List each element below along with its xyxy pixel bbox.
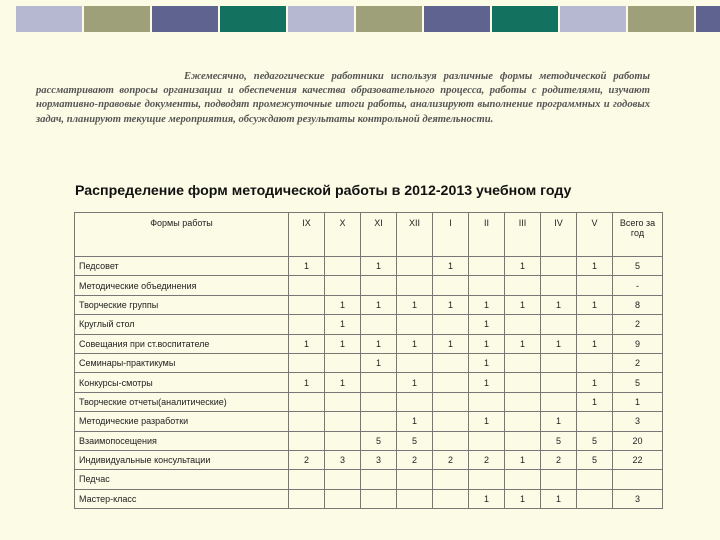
month-cell bbox=[325, 257, 361, 276]
month-cell: 2 bbox=[289, 450, 325, 469]
month-cell bbox=[397, 470, 433, 489]
month-cell: 1 bbox=[577, 392, 613, 411]
month-cell: 1 bbox=[433, 257, 469, 276]
month-cell bbox=[469, 257, 505, 276]
month-cell: 1 bbox=[361, 334, 397, 353]
table-header-row bbox=[75, 213, 663, 257]
month-cell bbox=[325, 392, 361, 411]
total-cell: 5 bbox=[613, 257, 663, 276]
month-cell bbox=[469, 392, 505, 411]
month-cell: 1 bbox=[325, 315, 361, 334]
table-row bbox=[75, 315, 663, 334]
row-name: Мастер-класс bbox=[75, 489, 289, 508]
month-cell: 1 bbox=[469, 315, 505, 334]
table-row bbox=[75, 295, 663, 314]
month-cell bbox=[577, 315, 613, 334]
header-month: XI bbox=[361, 213, 397, 257]
month-cell: 1 bbox=[577, 295, 613, 314]
total-cell: 3 bbox=[613, 489, 663, 508]
month-cell: 1 bbox=[469, 295, 505, 314]
month-cell: 1 bbox=[469, 489, 505, 508]
month-cell: 1 bbox=[541, 489, 577, 508]
color-block bbox=[628, 6, 694, 32]
month-cell: 1 bbox=[505, 334, 541, 353]
month-cell: 1 bbox=[325, 295, 361, 314]
table-row bbox=[75, 257, 663, 276]
month-cell bbox=[433, 392, 469, 411]
header-month: V bbox=[577, 213, 613, 257]
month-cell bbox=[397, 257, 433, 276]
header-month: III bbox=[505, 213, 541, 257]
total-cell: 8 bbox=[613, 295, 663, 314]
total-cell: 3 bbox=[613, 412, 663, 431]
month-cell: 1 bbox=[397, 412, 433, 431]
row-name: Индивидуальные консультации bbox=[75, 450, 289, 469]
month-cell: 1 bbox=[469, 334, 505, 353]
total-cell: 2 bbox=[613, 315, 663, 334]
month-cell bbox=[433, 315, 469, 334]
month-cell bbox=[433, 412, 469, 431]
month-cell bbox=[505, 431, 541, 450]
month-cell bbox=[325, 470, 361, 489]
month-cell: 1 bbox=[577, 334, 613, 353]
row-name: Совещания при ст.воспитателе bbox=[75, 334, 289, 353]
month-cell bbox=[577, 412, 613, 431]
row-name: Педчас bbox=[75, 470, 289, 489]
total-cell: 9 bbox=[613, 334, 663, 353]
month-cell bbox=[469, 431, 505, 450]
month-cell bbox=[397, 392, 433, 411]
month-cell bbox=[361, 373, 397, 392]
total-cell: 20 bbox=[613, 431, 663, 450]
month-cell: 5 bbox=[577, 431, 613, 450]
color-block bbox=[220, 6, 286, 32]
header-month: X bbox=[325, 213, 361, 257]
month-cell bbox=[541, 353, 577, 372]
table-row bbox=[75, 276, 663, 295]
table-row bbox=[75, 412, 663, 431]
month-cell bbox=[505, 392, 541, 411]
month-cell: 1 bbox=[577, 373, 613, 392]
month-cell bbox=[433, 489, 469, 508]
table-title: Распределение форм методической работы в 2012-2013 учебном году bbox=[75, 183, 572, 199]
month-cell bbox=[505, 276, 541, 295]
month-cell: 1 bbox=[289, 373, 325, 392]
color-block bbox=[356, 6, 422, 32]
color-block bbox=[84, 6, 150, 32]
month-cell: 1 bbox=[505, 489, 541, 508]
month-cell bbox=[289, 295, 325, 314]
month-cell: 2 bbox=[541, 450, 577, 469]
month-cell bbox=[505, 353, 541, 372]
month-cell bbox=[577, 489, 613, 508]
month-cell: 5 bbox=[361, 431, 397, 450]
month-cell bbox=[325, 276, 361, 295]
month-cell bbox=[433, 431, 469, 450]
month-cell bbox=[505, 315, 541, 334]
month-cell: 1 bbox=[541, 412, 577, 431]
month-cell bbox=[541, 470, 577, 489]
month-cell bbox=[325, 431, 361, 450]
month-cell bbox=[505, 412, 541, 431]
color-block bbox=[16, 6, 82, 32]
row-name: Творческие отчеты(аналитические) bbox=[75, 392, 289, 411]
month-cell: 1 bbox=[433, 334, 469, 353]
color-block bbox=[696, 6, 720, 32]
month-cell bbox=[541, 276, 577, 295]
month-cell bbox=[433, 470, 469, 489]
month-cell bbox=[505, 373, 541, 392]
month-cell: 1 bbox=[505, 257, 541, 276]
month-cell: 1 bbox=[577, 257, 613, 276]
month-cell bbox=[541, 392, 577, 411]
month-cell: 1 bbox=[361, 257, 397, 276]
month-cell bbox=[577, 276, 613, 295]
month-cell: 1 bbox=[505, 295, 541, 314]
total-cell: 22 bbox=[613, 450, 663, 469]
month-cell: 1 bbox=[505, 450, 541, 469]
total-cell: - bbox=[613, 276, 663, 295]
header-month: I bbox=[433, 213, 469, 257]
row-name: Методические разработки bbox=[75, 412, 289, 431]
month-cell bbox=[505, 470, 541, 489]
month-cell: 1 bbox=[289, 334, 325, 353]
month-cell bbox=[541, 315, 577, 334]
month-cell: 2 bbox=[397, 450, 433, 469]
month-cell: 1 bbox=[325, 334, 361, 353]
month-cell bbox=[289, 276, 325, 295]
row-name: Круглый стол bbox=[75, 315, 289, 334]
month-cell bbox=[433, 353, 469, 372]
intro-paragraph bbox=[36, 70, 650, 127]
row-name: Методические объединения bbox=[75, 276, 289, 295]
decorative-color-bar bbox=[16, 6, 720, 32]
month-cell bbox=[289, 392, 325, 411]
month-cell bbox=[577, 353, 613, 372]
table-row bbox=[75, 334, 663, 353]
color-block bbox=[424, 6, 490, 32]
header-month: XII bbox=[397, 213, 433, 257]
month-cell bbox=[397, 276, 433, 295]
month-cell bbox=[289, 431, 325, 450]
month-cell bbox=[469, 276, 505, 295]
month-cell bbox=[361, 470, 397, 489]
month-cell bbox=[541, 373, 577, 392]
header-forms: Формы работы bbox=[75, 213, 289, 257]
month-cell: 1 bbox=[541, 334, 577, 353]
month-cell bbox=[397, 315, 433, 334]
table-row bbox=[75, 470, 663, 489]
month-cell bbox=[469, 470, 505, 489]
month-cell bbox=[289, 470, 325, 489]
header-total: Всего за год bbox=[613, 213, 663, 257]
total-cell: 5 bbox=[613, 373, 663, 392]
total-cell bbox=[613, 470, 663, 489]
month-cell: 2 bbox=[433, 450, 469, 469]
table-row bbox=[75, 431, 663, 450]
month-cell bbox=[541, 257, 577, 276]
month-cell: 5 bbox=[397, 431, 433, 450]
month-cell: 1 bbox=[397, 373, 433, 392]
color-block bbox=[560, 6, 626, 32]
table-row bbox=[75, 373, 663, 392]
total-cell: 2 bbox=[613, 353, 663, 372]
header-month: IV bbox=[541, 213, 577, 257]
table-row bbox=[75, 353, 663, 372]
month-cell: 1 bbox=[325, 373, 361, 392]
month-cell bbox=[325, 353, 361, 372]
table-row bbox=[75, 450, 663, 469]
color-block bbox=[288, 6, 354, 32]
month-cell bbox=[361, 315, 397, 334]
month-cell: 1 bbox=[433, 295, 469, 314]
month-cell bbox=[325, 489, 361, 508]
month-cell bbox=[289, 489, 325, 508]
table-row bbox=[75, 392, 663, 411]
color-block bbox=[152, 6, 218, 32]
month-cell bbox=[325, 412, 361, 431]
row-name: Педсовет bbox=[75, 257, 289, 276]
month-cell: 1 bbox=[469, 373, 505, 392]
total-cell: 1 bbox=[613, 392, 663, 411]
month-cell bbox=[289, 412, 325, 431]
month-cell bbox=[361, 276, 397, 295]
month-cell bbox=[361, 489, 397, 508]
month-cell: 3 bbox=[325, 450, 361, 469]
month-cell: 1 bbox=[289, 257, 325, 276]
color-block bbox=[492, 6, 558, 32]
header-month: II bbox=[469, 213, 505, 257]
methodical-work-table bbox=[74, 212, 663, 509]
month-cell: 1 bbox=[397, 334, 433, 353]
month-cell: 3 bbox=[361, 450, 397, 469]
month-cell: 5 bbox=[577, 450, 613, 469]
month-cell bbox=[433, 373, 469, 392]
row-name: Семинары-практикумы bbox=[75, 353, 289, 372]
row-name: Конкурсы-смотры bbox=[75, 373, 289, 392]
table-row bbox=[75, 489, 663, 508]
row-name: Взаимопосещения bbox=[75, 431, 289, 450]
month-cell bbox=[397, 353, 433, 372]
month-cell: 1 bbox=[361, 295, 397, 314]
intro-text: Ежемесячно, педагогические работники используя различные формы методической работы рассматривают вопросы организации и обеспечения качества образовательного процесса, работы с родителями, изучают нормативно-правовые документы, подводят промежуточные итоги работы, анализируют выполнение программных и годовых задач, планируют текущие мероприятия, обсуждают результаты контрольной деятельности. bbox=[36, 71, 650, 125]
month-cell: 1 bbox=[469, 412, 505, 431]
month-cell: 1 bbox=[541, 295, 577, 314]
month-cell bbox=[361, 392, 397, 411]
month-cell: 5 bbox=[541, 431, 577, 450]
month-cell bbox=[289, 353, 325, 372]
row-name: Творческие группы bbox=[75, 295, 289, 314]
month-cell: 1 bbox=[469, 353, 505, 372]
month-cell bbox=[397, 489, 433, 508]
month-cell: 1 bbox=[361, 353, 397, 372]
month-cell bbox=[361, 412, 397, 431]
month-cell bbox=[433, 276, 469, 295]
month-cell: 1 bbox=[397, 295, 433, 314]
month-cell bbox=[289, 315, 325, 334]
month-cell: 2 bbox=[469, 450, 505, 469]
header-month: IX bbox=[289, 213, 325, 257]
month-cell bbox=[577, 470, 613, 489]
